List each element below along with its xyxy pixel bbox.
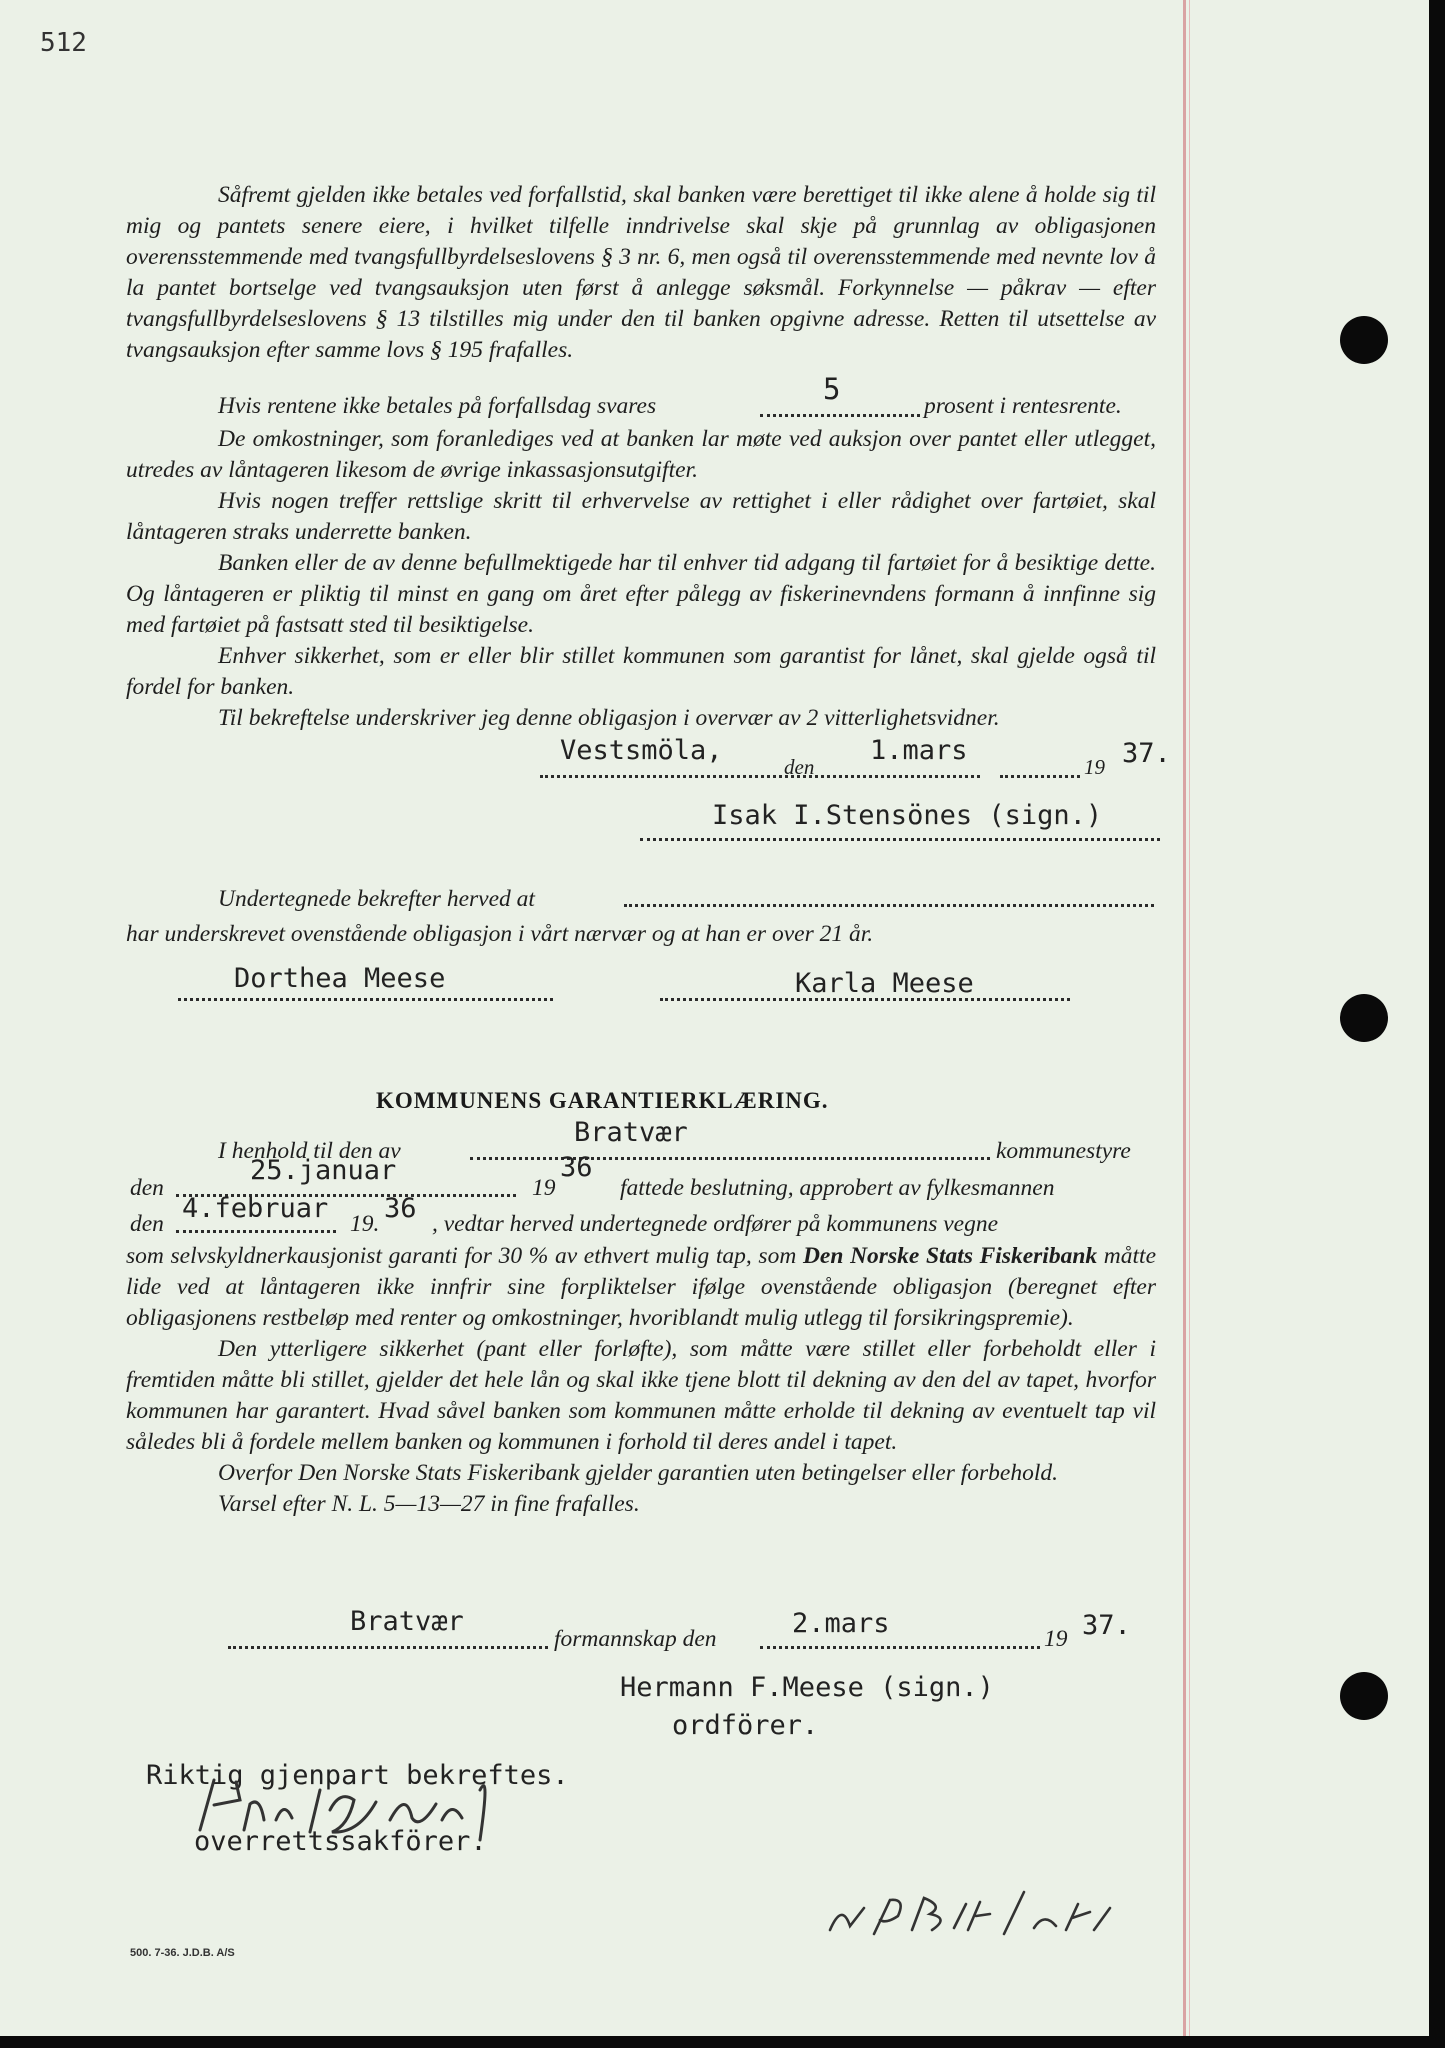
bank-name-b: Stats Fiskeribank [925,1243,1098,1269]
punch-hole-icon [1340,316,1388,364]
guarantee-l1-prefix: I henhold til den av [218,1138,401,1164]
year-prefix: 19 [532,1175,556,1201]
decision-year: 36 [560,1152,593,1183]
sign-date: 2.mars [792,1608,890,1639]
approval-year: 36 [384,1193,417,1224]
interest-prefix: Hvis rentene ikke betales på forfallsdag svares [218,393,657,419]
witness-2: Karla Meese [795,968,974,999]
paragraph: Enhver sikkerhet, som er eller blir stillet kommunen som garantist for lånet, skal gjelde også til fordel for banken. [126,643,1156,700]
paragraph [126,1241,1156,1334]
guarantee-body [126,1241,1156,1520]
dotted-fill [1000,775,1080,778]
margin-rule [1183,0,1186,2036]
guarantee-l4: som selvskyldnerkausjonist garanti for 30 % av ethvert mulig tap, som [126,1243,797,1269]
dotted-fill [540,775,980,778]
den-label: den [130,1211,164,1237]
interest-rate: 5 [823,372,841,406]
witness-line-2: har underskrevet ovenstående obligasjon i vårt nærvær og at han er over 21 år. [126,921,874,947]
guarantee-heading: KOMMUNENS GARANTIERKLÆRING. [376,1088,829,1113]
year-prefix: 19 [1084,755,1105,779]
scan-edge-right [1429,0,1445,2048]
witness-line-1: Undertegnede bekrefter herved at [218,886,535,912]
handwritten-initials [820,1878,1180,1948]
handwritten-signature [180,1760,560,1860]
page-number: 512 [40,28,87,58]
dotted-fill [640,838,1160,841]
attorney-title: overrettssakförer. [194,1826,487,1857]
dotted-fill [624,904,1154,907]
den-label: den [784,755,815,779]
den-label: den [130,1175,164,1201]
paragraph: De omkostninger, som foranlediges ved at banken lar møte ved auksjon over pantet eller utlegget, utredes av låntageren likesom de øvrige inkassasjonsutgifter. [126,426,1156,483]
guarantee-l2-suffix: fattede beslutning, approbert av fylkesmannen [620,1175,1055,1201]
certification-line: Riktig gjenpart bekreftes. [146,1760,569,1791]
signing-year: 37. [1122,738,1171,769]
signing-place: Vestsmöla, [560,735,723,766]
dotted-fill [470,1157,990,1160]
interest-suffix: prosent i rentesrente. [924,393,1122,419]
paragraph: Til bekreftelse underskriver jeg denne obligasjon i overvær av 2 vitterlighetsvidner. [218,705,1000,731]
dotted-fill [178,998,553,1001]
dotted-fill [176,1230,336,1233]
paragraph: Varsel efter N. L. 5—13—27 in fine frafalles. [218,1491,640,1517]
signing-date: 1.mars [870,735,968,766]
municipality: Bratvær [574,1117,688,1148]
paragraph: Banken eller de av denne befullmektigede har til enhver tid adgang til fartøiet for å besiktige dette. Og låntageren er pliktig til minst en gang om året efter pålegg av fiskerinevndens formann å innfinne sig med fartøiet på fastsatt sted til besiktigelse. [126,550,1156,638]
punch-hole-icon [1340,994,1388,1042]
dotted-fill [760,1646,1040,1649]
borrower-signature: Isak I.Stensönes (sign.) [712,800,1103,831]
paragraph: Overfor Den Norske Stats Fiskeribank gjelder garantien uten betingelser eller forbehold. [218,1460,1058,1486]
dotted-fill [228,1646,548,1649]
guarantee-l3-suffix: , vedtar herved undertegnede ordfører på kommunens vegne [432,1211,999,1237]
year-prefix: 19 [1044,1626,1068,1652]
mayor-title: ordförer. [672,1710,819,1741]
sign-place: Bratvær [350,1606,464,1637]
approval-date: 4.februar [182,1193,329,1224]
witness-1: Dorthea Meese [234,963,446,994]
clauses [126,424,1156,734]
paragraph: Såfremt gjelden ikke betales ved forfallstid, skal banken være berettiget til ikke alene å holde sig til mig og pantets senere eiere, i hvilket tilfelle inndrivelse skal skje på grunnlag av obligasjonen overensstemmende med tvangsfullbyrdelseslovens § 3 nr. 6, men også til overensstemmende med nevnte lov å la pantet bortselge ved tvangsauksjon uten først å anlegge søksmål. Forkynnelse — påkrav — efter tvangsfullbyrdelseslovens § 13 tilstilles mig under den til banken opgivne adresse. Retten til utsettelse av tvangsauksjon efter samme lovs § 195 frafalles. [126,182,1156,363]
margin-rule-secondary [1189,0,1190,2036]
sign-year: 37. [1082,1610,1131,1641]
punch-hole-icon [1340,1672,1388,1720]
scan-edge-bottom [0,2036,1445,2048]
guarantee-l1-suffix: kommunestyre [996,1138,1131,1164]
bank-name-a: Den Norske [802,1243,920,1269]
mayor-signature: Hermann F.Meese (sign.) [620,1672,994,1703]
sign-mid: formannskap den [554,1626,717,1652]
paragraph: Hvis nogen treffer rettslige skritt til erhvervelse av rettighet i eller rådighet over fartøiet, skal låntageren straks underrette banken. [126,488,1156,545]
form-code: 500. 7-36. J.D.B. A/S [130,1947,235,1959]
dotted-fill [760,414,920,417]
paragraph: Den ytterligere sikkerhet (pant eller forløfte), som måtte være stillet eller forbeholdt eller i fremtiden måtte bli stillet, gjelder det hele lån og skal ikke tjene blott til dekning av den del av tapet, hvorfor kommunen har garantert. Hvad såvel banken som kommunen måtte erholde til dekning av eventuelt tap vil således bli å fordele mellem banken og kommunen i forhold til deres andel i tapet. [126,1336,1156,1455]
default-clause [126,180,1156,366]
guarantee-l5: måtte lide ved at låntageren ikke innfrir sine forpliktelser ifølge ovenstående obligasjon (beregnet efter obligasjonens restbeløp med renter og omkostninger, hvoriblandt mulig utlegg til forsikringspremie). [126,1243,1157,1331]
decision-date: 25.januar [250,1155,397,1186]
year-prefix: 19. [350,1211,380,1237]
